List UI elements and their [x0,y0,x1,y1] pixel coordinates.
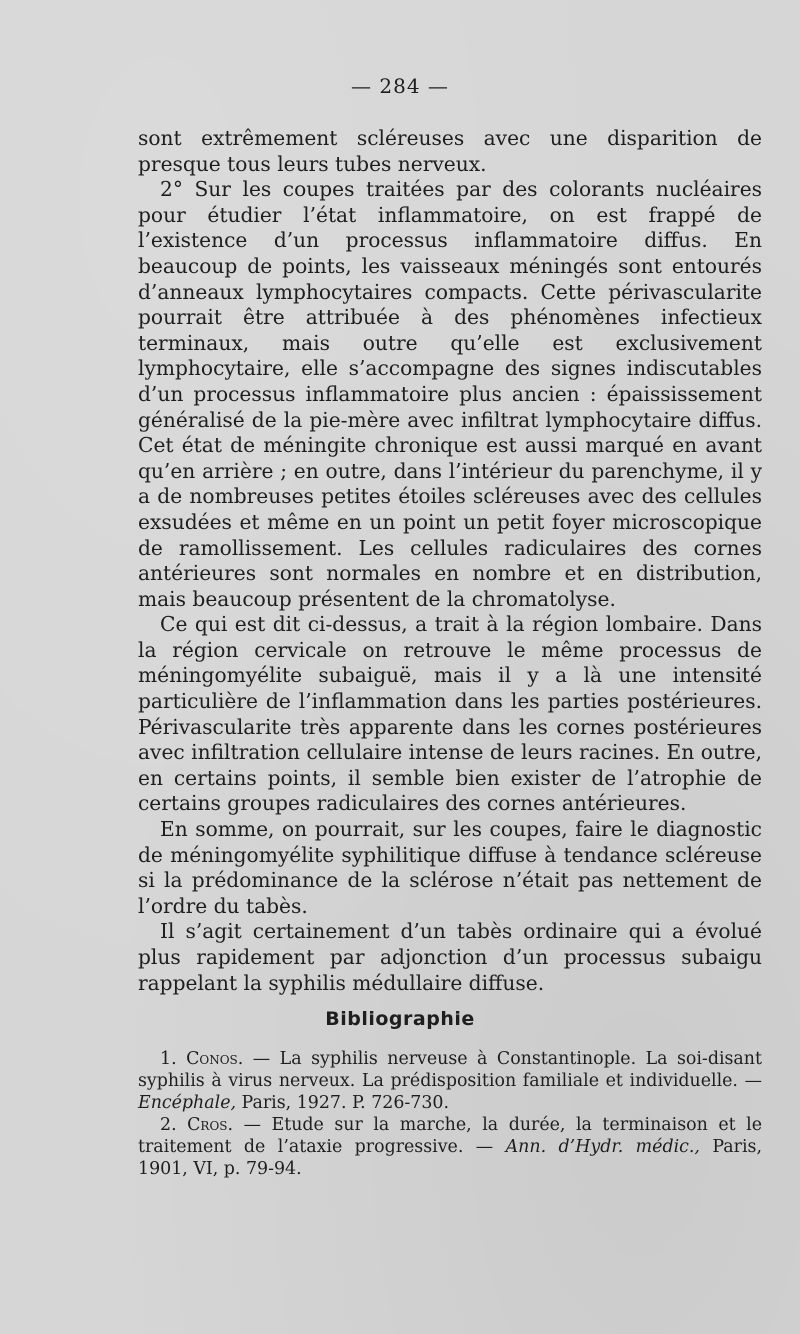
body-text [138,126,762,996]
bibliography-entry [138,1048,762,1114]
entry-author: Cros. [187,1115,234,1135]
paragraph: Il s’agit certainement d’un tabès ordinaire qui a évolué plus rapidement par adjonction d’un processus subaigu rappelant la syphilis médullaire diffuse. [138,919,762,995]
bibliography-heading: Bibliographie [325,1008,475,1030]
bibliography-list [138,1048,762,1180]
page-number: — 284 — [351,74,449,98]
entry-text: — La syphilis nerveuse à Constantinople. La soi-disant syphilis à virus nerveux. La prédisposition familiale et individuelle. — [138,1049,762,1091]
paragraph: sont extrêmement scléreuses avec une disparition de presque tous leurs tubes nerveux. [138,126,762,176]
paragraph: En somme, on pourrait, sur les coupes, faire le diagnostic de méningomyélite syphilitique diffuse à tendance scléreuse si la prédominance de la sclérose n’était pas nettement de l’ordre du tabès. [138,817,762,918]
entry-details: Paris, 1927. P. 726-730. [241,1093,450,1113]
entry-number: 1. [160,1049,177,1069]
paragraph: Ce qui est dit ci-dessus, a trait à la région lombaire. Dans la région cervicale on retrouve le même processus de méningomyélite subaiguë, mais il y a là une intensité particulière de l’inflammation dans les parties postérieures. Périvascularite très apparente dans les cornes postérieures avec infiltration cellulaire intense de leurs racines. En outre, en certains points, il semble bien exister de l’atrophie de certains groupes radiculaires des cornes antérieures. [138,612,762,816]
entry-text: — Etude sur la marche, la durée, la terminaison et le traitement de l’ataxie progressive. — [138,1115,762,1157]
paragraph: 2° Sur les coupes traitées par des colorants nucléaires pour étudier l’état inflammatoire, on est frappé de l’existence d’un processus inflammatoire diffus. En beaucoup de points, les vaisseaux méningés sont entourés d’anneaux lymphocytaires compacts. Cette périvascularite pourrait être attribuée à des phénomènes infectieux terminaux, mais outre qu’elle est exclusivement lymphocytaire, elle s’accompagne des signes indiscutables d’un processus inflammatoire plus ancien : épaississement généralisé de la pie-mère avec infiltrat lymphocytaire diffus. Cet état de méningite chronique est aussi marqué en avant qu’en arrière ; en outre, dans l’intérieur du parenchyme, il y a de nombreuses petites étoiles scléreuses avec des cellules exsudées et même en un point un petit foyer microscopique de ramollissement. Les cellules radiculaires des cornes antérieures sont normales en nombre et en distribution, mais beaucoup présentent de la chromatolyse. [138,177,762,611]
bibliography-entry [138,1114,762,1180]
entry-details: Paris, 1901, VI, p. 79-94. [138,1137,763,1179]
entry-author: Conos. [186,1049,244,1069]
entry-number: 2. [160,1115,177,1135]
entry-journal: Ann. d’Hydr. médic., [505,1137,700,1157]
entry-journal: Encéphale, [138,1093,237,1113]
